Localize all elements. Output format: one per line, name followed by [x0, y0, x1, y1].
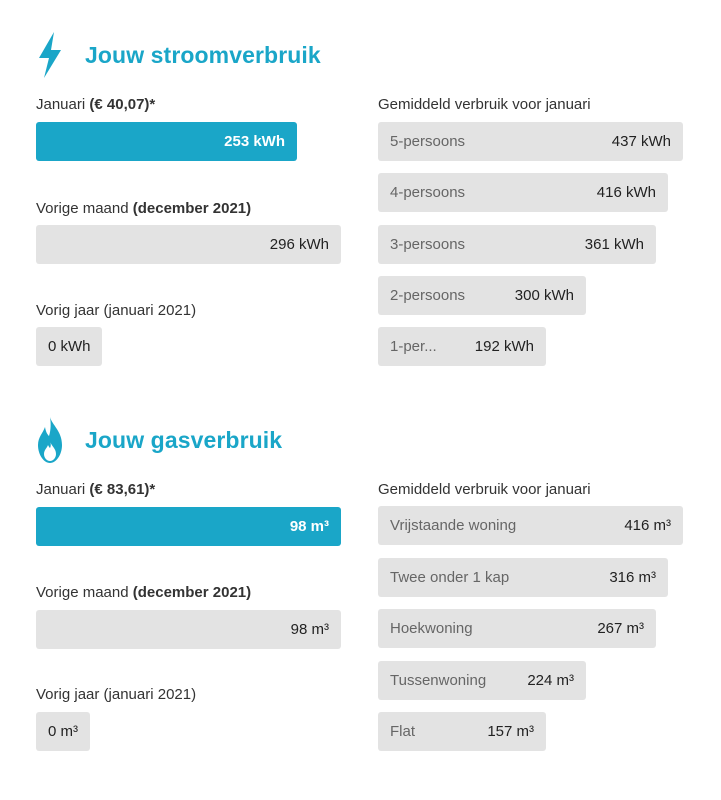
average-heading: Gemiddeld verbruik voor januari [378, 96, 591, 113]
previous-month-value: 296 kWh [269, 236, 329, 253]
average-bar [378, 712, 546, 751]
average-bar-label: Tussenwoning [390, 672, 487, 689]
average-bar [378, 506, 683, 545]
previous-month-bar [36, 610, 341, 649]
previous-year-label: Vorig jaar (januari 2021) [36, 686, 197, 703]
current-month-label [36, 481, 155, 498]
previous-year-value: 0 kWh [48, 338, 91, 355]
average-heading: Gemiddeld verbruik voor januari [378, 481, 591, 498]
average-bar-label: Hoekwoning [390, 620, 473, 637]
average-bar-label: 4-persoons [390, 184, 466, 201]
current-month-cost: (€ 83,61)* [89, 481, 156, 498]
electricity-title: Jouw stroomverbruik [85, 41, 321, 68]
current-usage-value: 253 kWh [224, 133, 285, 150]
previous-month-label [36, 584, 251, 601]
average-bar [378, 276, 586, 315]
average-bar-value: 192 kWh [474, 338, 534, 355]
average-bar-value: 157 m³ [487, 723, 534, 740]
previous-month-label [36, 200, 251, 217]
current-month-name: Januari [36, 96, 86, 113]
current-usage-value: 98 m³ [289, 518, 329, 535]
average-bar-label: 1-per... [390, 338, 437, 355]
previous-month-period: (december 2021) [132, 200, 252, 217]
gas-title: Jouw gasverbruik [85, 426, 283, 453]
average-bar-label: 5-persoons [390, 133, 466, 150]
average-bar-value: 267 m³ [597, 620, 644, 637]
average-bar-label: 3-persoons [390, 236, 466, 253]
previous-year-value: 0 m³ [48, 723, 78, 740]
previous-year-bar [36, 327, 102, 366]
average-bar [378, 327, 546, 366]
previous-month-bar [36, 225, 341, 264]
average-bar [378, 609, 656, 648]
average-bar-value: 300 kWh [514, 287, 574, 304]
previous-year-label: Vorig jaar (januari 2021) [36, 302, 197, 319]
average-bar-label: Twee onder 1 kap [390, 569, 510, 586]
average-bar-value: 316 m³ [609, 569, 656, 586]
average-bar-label: Vrijstaande woning [390, 517, 517, 534]
current-month-cost: (€ 40,07)* [89, 96, 156, 113]
lightning-icon [36, 32, 64, 78]
average-bar [378, 225, 656, 264]
previous-month-period: (december 2021) [132, 584, 252, 601]
current-month-name: Januari [36, 481, 86, 498]
previous-month-name: Vorige maand [36, 584, 129, 601]
average-bar-label: 2-persoons [390, 287, 466, 304]
current-usage-bar [36, 122, 297, 161]
average-bar-value: 416 kWh [596, 184, 656, 201]
average-bar [378, 661, 586, 700]
average-bar [378, 173, 668, 212]
average-bar [378, 122, 683, 161]
previous-month-name: Vorige maand [36, 200, 129, 217]
average-bar-label: Flat [390, 723, 416, 740]
current-month-label [36, 96, 155, 113]
average-bar-value: 437 kWh [611, 133, 671, 150]
current-usage-bar [36, 507, 341, 546]
flame-icon [36, 417, 64, 463]
electricity-header [36, 32, 321, 78]
previous-month-value: 98 m³ [290, 621, 329, 638]
average-bar [378, 558, 668, 597]
gas-header [36, 417, 282, 463]
average-bar-value: 224 m³ [527, 672, 574, 689]
previous-year-bar [36, 712, 90, 751]
average-bar-value: 361 kWh [584, 236, 644, 253]
average-bar-value: 416 m³ [624, 517, 671, 534]
